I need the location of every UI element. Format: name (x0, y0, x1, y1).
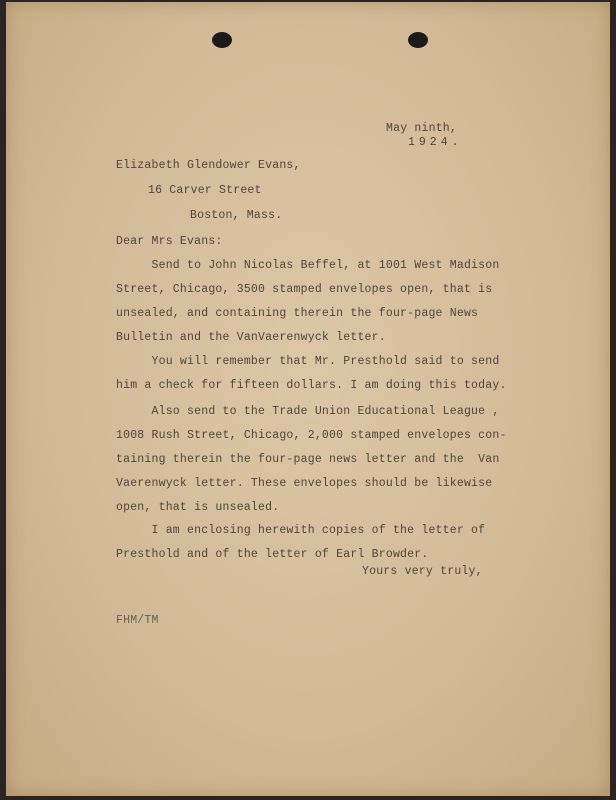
body-line: Presthold and of the letter of Earl Browder. (116, 548, 429, 561)
punch-hole-right (408, 32, 428, 48)
body-line: Also send to the Trade Union Educational League , (116, 405, 500, 418)
closing: Yours very truly, (362, 565, 483, 578)
body-line: unsealed, and containing therein the four-page News (116, 307, 479, 320)
body-line: Send to John Nicolas Beffel, at 1001 West Madison (116, 259, 500, 272)
date-line-1: May ninth, (386, 122, 458, 135)
recipient-city: Boston, Mass. (190, 209, 283, 222)
body-line: Vaerenwyck letter. These envelopes should be likewise (116, 477, 493, 490)
body-line: taining therein the four-page news letter and the Van (116, 453, 500, 466)
body-line: I am enclosing herewith copies of the letter of (116, 524, 486, 537)
body-line: 1008 Rush Street, Chicago, 2,000 stamped envelopes con- (116, 429, 507, 442)
body-line: You will remember that Mr. Presthold said to send (116, 355, 500, 368)
body-line: open, that is unsealed. (116, 501, 280, 514)
body-line: Bulletin and the VanVaerenwyck letter. (116, 331, 386, 344)
body-line: Street, Chicago, 3500 stamped envelopes open, that is (116, 283, 493, 296)
date-line-2: 1924. (408, 136, 463, 149)
salutation: Dear Mrs Evans: (116, 235, 223, 248)
punch-hole-left (212, 32, 232, 48)
recipient-street: 16 Carver Street (148, 184, 262, 197)
recipient-name: Elizabeth Glendower Evans, (116, 159, 301, 172)
typist-initials: FHM/TM (116, 614, 159, 627)
letter-page (6, 2, 610, 796)
body-line: him a check for fifteen dollars. I am doing this today. (116, 379, 507, 392)
